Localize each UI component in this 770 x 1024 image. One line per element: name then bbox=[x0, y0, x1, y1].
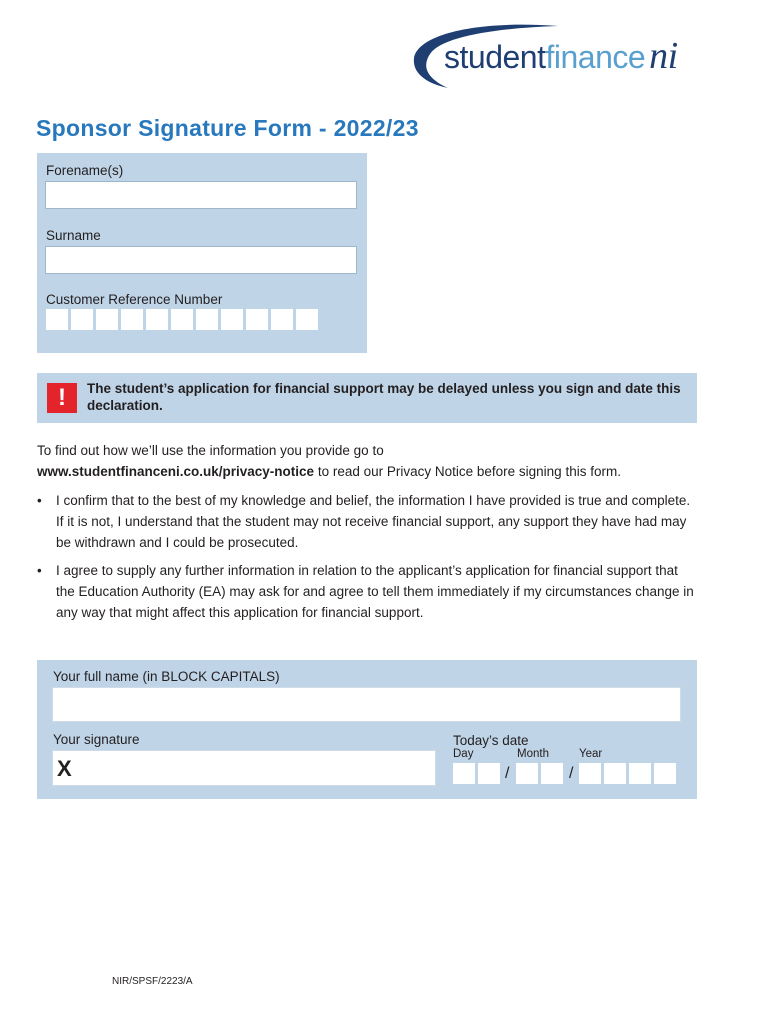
privacy-line bbox=[37, 461, 697, 482]
day-label: Day bbox=[453, 748, 474, 760]
year-boxes bbox=[579, 763, 676, 784]
signature-x-mark: X bbox=[57, 756, 72, 781]
crn-digit-box[interactable] bbox=[196, 309, 218, 330]
crn-boxes bbox=[46, 309, 318, 330]
crn-digit-box[interactable] bbox=[46, 309, 68, 330]
crn-digit-box[interactable] bbox=[221, 309, 243, 330]
forename-label: Forename(s) bbox=[46, 163, 124, 178]
declaration-item: • I confirm that to the best of my knowledge and belief, the information I have provided is true and complete. If it is not, I understand that the student may not receive financial support, any support they have had may be withdrawn and I could be prosecuted. bbox=[37, 490, 697, 553]
year-label: Year bbox=[579, 748, 603, 760]
day-boxes bbox=[453, 763, 500, 784]
crn-digit-box[interactable] bbox=[121, 309, 143, 330]
date-digit-box[interactable] bbox=[629, 763, 651, 784]
privacy-link[interactable]: www.studentfinanceni.co.uk/privacy-notice bbox=[37, 464, 315, 479]
declaration-item: • I agree to supply any further information in relation to the applicant’s application for financial support that the Education Authority (EA) may ask for and agree to tell them immediately if my circumstances change in any way that might affect this application for financial support. bbox=[37, 560, 697, 623]
date-separator: / bbox=[505, 765, 510, 782]
date-digit-box[interactable] bbox=[604, 763, 626, 784]
date-digit-box[interactable] bbox=[453, 763, 475, 784]
warning-text: The student’s application for financial support may be delayed unless you sign and date this declaration. bbox=[87, 381, 681, 413]
forename-field[interactable] bbox=[45, 181, 357, 209]
date-digit-box[interactable] bbox=[541, 763, 563, 784]
fullname-field[interactable] bbox=[52, 687, 681, 722]
date-digit-box[interactable] bbox=[478, 763, 500, 784]
logo-word-finance: finance bbox=[545, 39, 646, 75]
date-digit-box[interactable] bbox=[516, 763, 538, 784]
student-finance-ni-logo bbox=[408, 22, 733, 92]
crn-digit-box[interactable] bbox=[246, 309, 268, 330]
warning-icon: ! bbox=[47, 383, 77, 413]
logo-wordmark bbox=[444, 34, 678, 78]
month-boxes bbox=[516, 763, 563, 784]
crn-digit-box[interactable] bbox=[96, 309, 118, 330]
crn-digit-box[interactable] bbox=[146, 309, 168, 330]
crn-digit-box[interactable] bbox=[271, 309, 293, 330]
form-code: NIR/SPSF/2223/A bbox=[112, 976, 193, 987]
signature-label: Your signature bbox=[53, 732, 140, 747]
date-digit-box[interactable] bbox=[654, 763, 676, 784]
privacy-rest: to read our Privacy Notice before signing this form. bbox=[314, 464, 621, 479]
crn-label: Customer Reference Number bbox=[46, 292, 223, 307]
logo-word-ni: ni bbox=[649, 35, 678, 77]
surname-field[interactable] bbox=[45, 246, 357, 274]
declaration-list bbox=[37, 490, 697, 623]
crn-digit-box[interactable] bbox=[171, 309, 193, 330]
warning-banner bbox=[37, 373, 697, 423]
date-separator: / bbox=[569, 765, 574, 782]
declaration-text bbox=[37, 440, 697, 630]
logo-word-student: student bbox=[444, 39, 546, 75]
month-label: Month bbox=[517, 748, 549, 760]
surname-label: Surname bbox=[46, 228, 101, 243]
fullname-label: Your full name (in BLOCK CAPITALS) bbox=[53, 669, 280, 684]
page-title: Sponsor Signature Form - 2022/23 bbox=[36, 115, 419, 141]
privacy-intro: To find out how we’ll use the information you provide go to bbox=[37, 443, 384, 458]
date-digit-box[interactable] bbox=[579, 763, 601, 784]
crn-digit-box[interactable] bbox=[296, 309, 318, 330]
crn-digit-box[interactable] bbox=[71, 309, 93, 330]
date-label: Today’s date bbox=[453, 733, 529, 748]
signature-field[interactable] bbox=[52, 750, 436, 786]
